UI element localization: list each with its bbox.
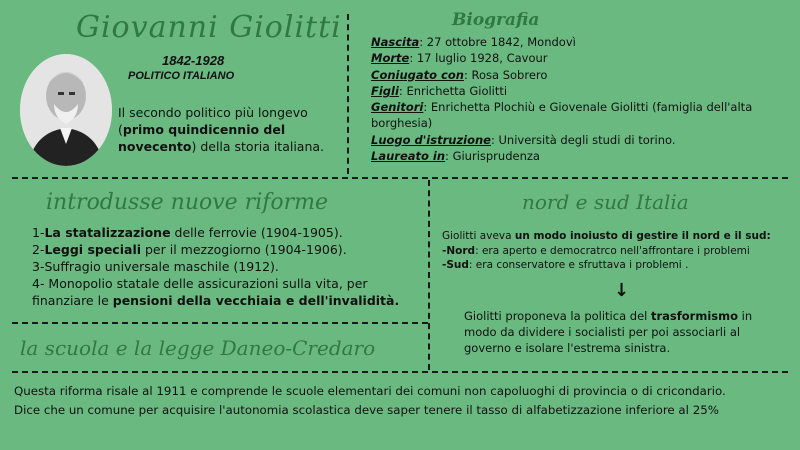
- divider-bottom: [12, 371, 788, 373]
- bio-morte: Morte: 17 luglio 1928, Cavour: [371, 51, 548, 66]
- divider-middle-vertical: [428, 180, 430, 370]
- intro-text: Il secondo politico più longevo (primo quindicennio del novecento) della storia italiana.: [118, 105, 325, 154]
- bio-istruzione: Luogo d'istruzione: Università degli studi di torino.: [371, 132, 676, 147]
- riforma-3: 3-Suffragio universale maschile (1912).: [32, 259, 279, 274]
- nord-sud-title: nord e sud Italia: [522, 190, 689, 214]
- riforma-4: 4- Monopolio statale delle assicurazioni sulla vita, per finanziare le pensioni della vecchiaia e dell'invalidità.: [32, 276, 400, 308]
- bio-figli: Figli: Enrichetta Giolitti: [371, 83, 508, 98]
- bio-laurea: Laureato in: Giurisprudenza: [371, 149, 540, 164]
- divider-top-horizontal: [12, 177, 788, 179]
- scuola-text: Questa riforma risale al 1911 e comprende le scuole elementari dei comuni non capoluoghi di provincia o di cricondario. Dice che un comune per acquisire l'autonomia scolastica deve saper tenere il tasso di alfabetizzazione inferiore al 25%: [14, 384, 726, 417]
- role: POLITICO ITALIANO: [128, 70, 235, 82]
- years: 1842-1928: [162, 53, 225, 68]
- biografia-title: Biografia: [452, 10, 540, 30]
- page-title: Giovanni Giolitti: [76, 10, 342, 45]
- trasformismo-text: Giolitti proponeva la politica del trasformismo in modo da dividere i socialisti per poi associarli al governo e isolare l'estrema sinistra.: [464, 309, 753, 355]
- divider-middle-left: [12, 322, 428, 324]
- riforme-list: [32, 224, 424, 309]
- bio-coniugato: Coniugato con: Rosa Sobrero: [371, 67, 548, 82]
- nord-sud-text: Giolitti aveva un modo inoiusto di gestire il nord e il sud: -Nord: era aperto e democratrco nell'affrontare i problemi -Sud: era conservatore e sfruttava i problemi .: [442, 230, 771, 271]
- scuola-title: la scuola e la legge Daneo-Credaro: [20, 336, 376, 360]
- down-arrow-icon: ↓: [614, 280, 630, 301]
- riforme-title: introdusse nuove riforme: [46, 190, 329, 215]
- riforma-1: 1-La statalizzazione delle ferrovie (1904-1905).: [32, 225, 343, 240]
- riforma-2: 2-Leggi speciali per il mezzogiorno (1904-1906).: [32, 242, 347, 257]
- portrait-photo: [20, 54, 112, 166]
- bio-nascita: Nascita: 27 ottobre 1842, Mondovì: [371, 35, 576, 49]
- divider-top-vertical: [347, 14, 349, 174]
- bio-genitori: Genitori: Enrichetta Plochiù e Giovenale Giolitti (famiglia dell'alta borghesia): [371, 100, 753, 131]
- biografia-list: [371, 34, 791, 164]
